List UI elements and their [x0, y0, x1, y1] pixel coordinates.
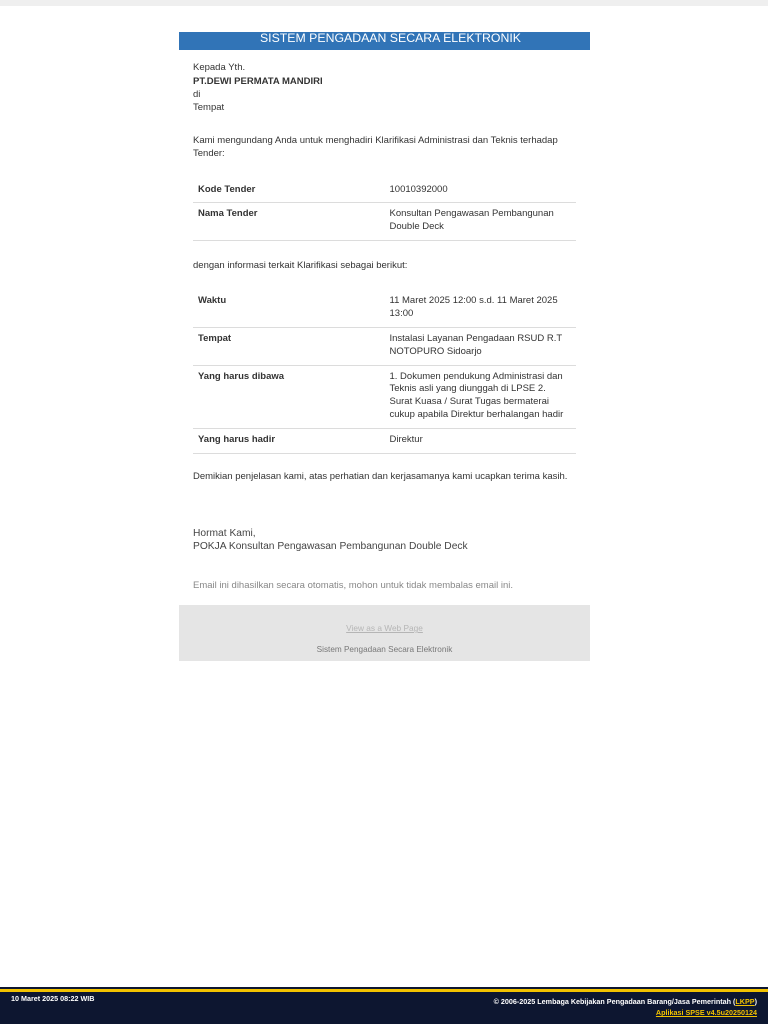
footer-copyright-line	[494, 996, 757, 1007]
intro-text: Kami mengundang Anda untuk menghadiri Klarifikasi Administrasi dan Teknis terhadap Tender:	[193, 134, 558, 159]
closing-text: Demikian penjelasan kami, atas perhatian dan kerjasamanya kami ucapkan terima kasih.	[193, 470, 568, 482]
time-label: Waktu	[193, 290, 385, 327]
signature-block	[193, 527, 576, 553]
footer-app-version-line	[494, 1007, 757, 1018]
tender-table	[193, 179, 576, 241]
view-as-web-page-link[interactable]: View as a Web Page	[346, 623, 423, 634]
footer-timestamp: 10 Maret 2025 08:22 WIB	[11, 994, 95, 1003]
recipient-name: PT.DEWI PERMATA MANDIRI	[193, 75, 323, 87]
tender-name-label: Nama Tender	[193, 203, 385, 241]
copyright-text-end: )	[754, 997, 757, 1006]
table-row	[193, 428, 576, 453]
email-body	[179, 50, 590, 605]
table-row	[193, 290, 576, 327]
place-label: Tempat	[193, 327, 385, 365]
items-to-bring-value: 1. Dokumen pendukung Administrasi dan Teknis asli yang diunggah di LPSE 2. Surat Kuasa / Surat Tugas bermaterai cukup apabila Direktur berhalangan hadir	[385, 365, 577, 428]
tender-code-label: Kode Tender	[193, 179, 385, 203]
table-row	[193, 179, 576, 203]
copyright-text: © 2006-2025 Lembaga Kebijakan Pengadaan Barang/Jasa Pemerintah (	[493, 997, 736, 1006]
place-value: Instalasi Layanan Pengadaan RSUD R.T NOTOPURO Sidoarjo	[385, 327, 577, 365]
app-version-link[interactable]: Aplikasi SPSE v4.5u20250124	[655, 1008, 757, 1017]
signature-sender: POKJA Konsultan Pengawasan Pembangunan Double Deck	[193, 541, 468, 553]
email-container	[179, 32, 590, 661]
greeting-salutation: Kepada Yth.	[193, 62, 246, 74]
footer-accent-line	[0, 989, 768, 992]
email-footer-site-name: Sistem Pengadaan Secara Elektronik	[316, 645, 453, 655]
table-row	[193, 203, 576, 241]
email-header	[179, 32, 590, 50]
greeting-place: Tempat	[193, 102, 225, 114]
tender-code-value: 10010392000	[385, 179, 577, 203]
email-footer	[179, 605, 590, 661]
greeting-at: di	[193, 88, 201, 100]
items-to-bring-label: Yang harus dibawa	[193, 365, 385, 428]
page-footer	[0, 987, 768, 1024]
email-header-title: SISTEM PENGADAAN SECARA ELEKTRONIK	[259, 31, 522, 45]
time-value: 11 Maret 2025 12:00 s.d. 11 Maret 2025 13:00	[385, 290, 577, 327]
tender-name-value: Konsultan Pengawasan Pembangunan Double Deck	[385, 203, 577, 241]
info-intro-text: dengan informasi terkait Klarifikasi sebagai berikut:	[193, 260, 408, 272]
attendee-label: Yang harus hadir	[193, 428, 385, 453]
lkpp-link[interactable]: LKPP	[735, 997, 755, 1006]
table-row	[193, 365, 576, 428]
table-row	[193, 327, 576, 365]
signature-regards: Hormat Kami,	[193, 528, 256, 540]
clarification-info-table	[193, 290, 576, 453]
auto-generated-notice: Email ini dihasilkan secara otomatis, mohon untuk tidak membalas email ini.	[193, 580, 513, 592]
attendee-value: Direktur	[385, 428, 577, 453]
top-strip	[0, 0, 768, 6]
footer-copyright-block	[494, 996, 757, 1018]
greeting-block	[193, 61, 576, 114]
